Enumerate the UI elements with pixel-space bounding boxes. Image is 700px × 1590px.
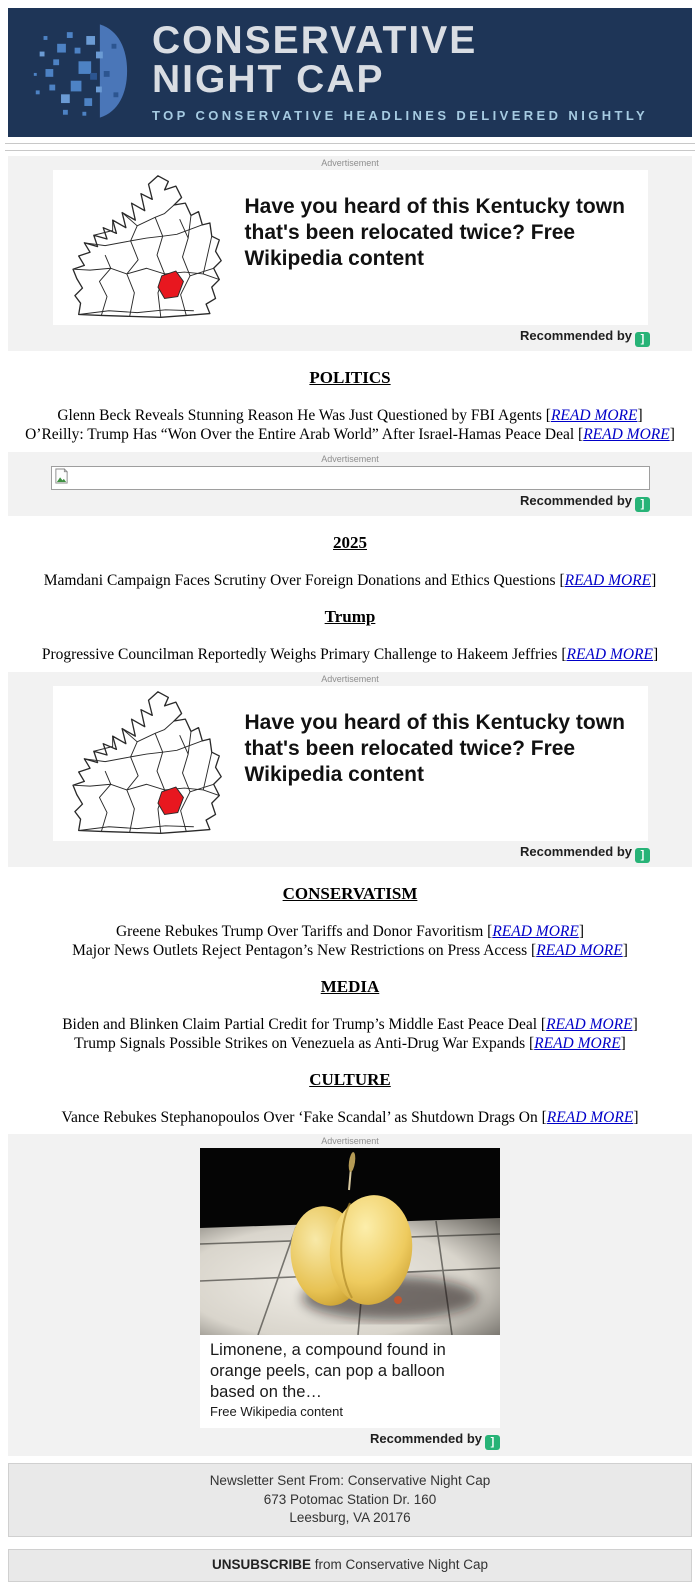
ad-headline: Have you heard of this Kentucky town that's been relocated twice? bbox=[244, 195, 625, 245]
section-heading-culture: CULTURE bbox=[309, 1070, 391, 1089]
recommended-by-attribution[interactable] bbox=[8, 328, 692, 347]
recommended-by-attribution[interactable] bbox=[8, 493, 692, 512]
bracket-open: [ bbox=[540, 1016, 547, 1033]
section-heading-2025: 2025 bbox=[333, 533, 367, 552]
unsubscribe-bar bbox=[8, 1549, 692, 1582]
title-line-2: NIGHT CAP bbox=[152, 57, 385, 101]
recommended-by-label: Recommended by bbox=[520, 328, 632, 343]
ad-unit-limonene bbox=[8, 1134, 692, 1456]
jubna-icon: ] bbox=[485, 1435, 500, 1450]
headline-list-conservatism bbox=[8, 922, 692, 960]
limonene-ad-link[interactable] bbox=[200, 1148, 500, 1428]
headline-text: Mamdani Campaign Faces Scrutiny Over Foreign Donations and Ethics Questions bbox=[43, 572, 556, 589]
headline-item bbox=[8, 1015, 692, 1034]
divider-line bbox=[5, 143, 695, 144]
empty-ad-link[interactable] bbox=[51, 466, 650, 490]
read-more-link[interactable]: READ MORE bbox=[546, 1016, 633, 1033]
bracket-open: [ bbox=[541, 1109, 547, 1126]
headline-text: Biden and Blinken Claim Partial Credit for Trump’s Middle East Peace Deal bbox=[62, 1016, 538, 1033]
read-more-link[interactable]: READ MORE bbox=[550, 407, 638, 424]
headline-list-culture bbox=[8, 1108, 692, 1127]
bracket-open: [ bbox=[487, 923, 493, 940]
newsletter-title bbox=[152, 19, 648, 101]
ad-copy bbox=[243, 170, 648, 325]
sender-info-box bbox=[8, 1463, 692, 1537]
kentucky-map-image bbox=[53, 686, 243, 841]
ad-headline: Have you heard of this Kentucky town that's been relocated twice? bbox=[244, 711, 625, 761]
ad-unit-empty bbox=[8, 452, 692, 516]
advertisement-label: Advertisement bbox=[321, 674, 379, 684]
ad-subline: Free Wikipedia content bbox=[244, 737, 576, 787]
kentucky-ad-link[interactable] bbox=[53, 686, 648, 841]
bracket-open: [ bbox=[559, 572, 565, 589]
recommended-by-label: Recommended by bbox=[520, 844, 632, 859]
headline-list-media bbox=[8, 1015, 692, 1053]
newsletter-tagline: TOP CONSERVATIVE HEADLINES DELIVERED NIGHTLY bbox=[152, 107, 649, 123]
headline-text: Major News Outlets Reject Pentagon’s New Restrictions on Press Access bbox=[72, 942, 528, 959]
headline-item bbox=[8, 425, 692, 444]
headline-text: Vance Rebukes Stephanopoulos Over ‘Fake Scandal’ as Shutdown Drags On bbox=[61, 1109, 538, 1126]
section-heading-politics: POLITICS bbox=[309, 368, 391, 387]
bracket-open: [ bbox=[545, 407, 551, 424]
newsletter-masthead bbox=[8, 8, 692, 137]
headline-text: Glenn Beck Reveals Stunning Reason He Was Just Questioned by FBI Agents bbox=[57, 407, 542, 424]
bracket-open: [ bbox=[561, 646, 567, 663]
headline-text: Trump Signals Possible Strikes on Venezuela as Anti-Drug War Expands bbox=[74, 1035, 526, 1052]
section-heading-media: MEDIA bbox=[320, 977, 380, 996]
bracket-close: ] bbox=[637, 407, 643, 424]
headline-list-trump bbox=[8, 645, 692, 664]
headline-list-politics bbox=[8, 406, 692, 444]
ad-subline: Free Wikipedia content bbox=[244, 221, 576, 271]
ad-subline: Free Wikipedia content bbox=[210, 1404, 343, 1420]
read-more-link[interactable]: READ MORE bbox=[566, 646, 653, 663]
section-heading-conservatism: CONSERVATISM bbox=[282, 884, 418, 903]
sender-line-3: Leesburg, VA 20176 bbox=[289, 1509, 411, 1525]
read-more-link[interactable]: READ MORE bbox=[534, 1035, 621, 1052]
headline-text: Progressive Councilman Reportedly Weighs Primary Challenge to Hakeem Jeffries bbox=[41, 646, 558, 663]
kentucky-ad-link[interactable] bbox=[53, 170, 648, 325]
recommended-by-attribution[interactable] bbox=[200, 1431, 500, 1450]
bracket-close: ] bbox=[653, 646, 659, 663]
headline-item bbox=[8, 406, 692, 425]
bracket-open: [ bbox=[531, 942, 537, 959]
kentucky-map-image bbox=[53, 170, 243, 325]
bracket-close: ] bbox=[632, 1016, 638, 1033]
ad-headline: Limonene, a compound found in orange peels, can pop a balloon based on the… bbox=[210, 1341, 446, 1402]
read-more-link[interactable]: READ MORE bbox=[564, 572, 652, 589]
read-more-link[interactable]: READ MORE bbox=[583, 426, 670, 443]
sender-line-2: 673 Potomac Station Dr. 160 bbox=[263, 1491, 437, 1507]
headline-item bbox=[8, 922, 692, 941]
advertisement-label: Advertisement bbox=[321, 1136, 379, 1146]
jubna-icon: ] bbox=[635, 497, 650, 512]
jubna-icon: ] bbox=[635, 332, 650, 347]
divider-line bbox=[5, 150, 695, 151]
advertisement-label: Advertisement bbox=[321, 454, 379, 464]
section-heading-trump: Trump bbox=[324, 607, 376, 626]
brand-logo-icon bbox=[28, 21, 130, 126]
recommended-by-label: Recommended by bbox=[520, 493, 632, 508]
read-more-link[interactable]: READ MORE bbox=[546, 1109, 634, 1126]
advertisement-label: Advertisement bbox=[321, 158, 379, 168]
unsubscribe-link[interactable]: UNSUBSCRIBE bbox=[211, 1556, 311, 1572]
headline-item bbox=[8, 571, 692, 590]
headline-item bbox=[8, 941, 692, 960]
jubna-icon: ] bbox=[635, 848, 650, 863]
ad-copy bbox=[243, 686, 648, 841]
headline-item bbox=[8, 1034, 692, 1053]
recommended-by-attribution[interactable] bbox=[8, 844, 692, 863]
recommended-by-label: Recommended by bbox=[370, 1431, 482, 1447]
headline-text: O’Reilly: Trump Has “Won Over the Entire Arab World” After Israel-Hamas Peace Deal bbox=[25, 426, 575, 443]
ad-caption bbox=[200, 1335, 500, 1428]
sender-line-1: Newsletter Sent From: Conservative Night Cap bbox=[209, 1473, 491, 1489]
headline-item bbox=[8, 645, 692, 664]
bracket-close: ] bbox=[578, 923, 584, 940]
ad-unit-kentucky-2 bbox=[8, 672, 692, 867]
bracket-close: ] bbox=[651, 572, 657, 589]
headline-list-2025 bbox=[8, 571, 692, 590]
headline-item bbox=[8, 1108, 692, 1127]
title-line-1: CONSERVATIVE bbox=[152, 19, 478, 63]
headline-text: Greene Rebukes Trump Over Tariffs and Donor Favoritism bbox=[115, 923, 484, 940]
broken-image-icon bbox=[54, 468, 69, 489]
bracket-close: ] bbox=[633, 1109, 639, 1126]
bracket-close: ] bbox=[669, 426, 675, 443]
bracket-close: ] bbox=[622, 942, 628, 959]
read-more-link[interactable]: READ MORE bbox=[492, 923, 579, 940]
unsubscribe-suffix: from Conservative Night Cap bbox=[310, 1556, 489, 1572]
bracket-close: ] bbox=[620, 1035, 626, 1052]
balloon-photo-image bbox=[200, 1148, 500, 1335]
bracket-open: [ bbox=[528, 1035, 535, 1052]
read-more-link[interactable]: READ MORE bbox=[536, 942, 623, 959]
ad-unit-kentucky-1 bbox=[8, 156, 692, 351]
bracket-open: [ bbox=[578, 426, 584, 443]
